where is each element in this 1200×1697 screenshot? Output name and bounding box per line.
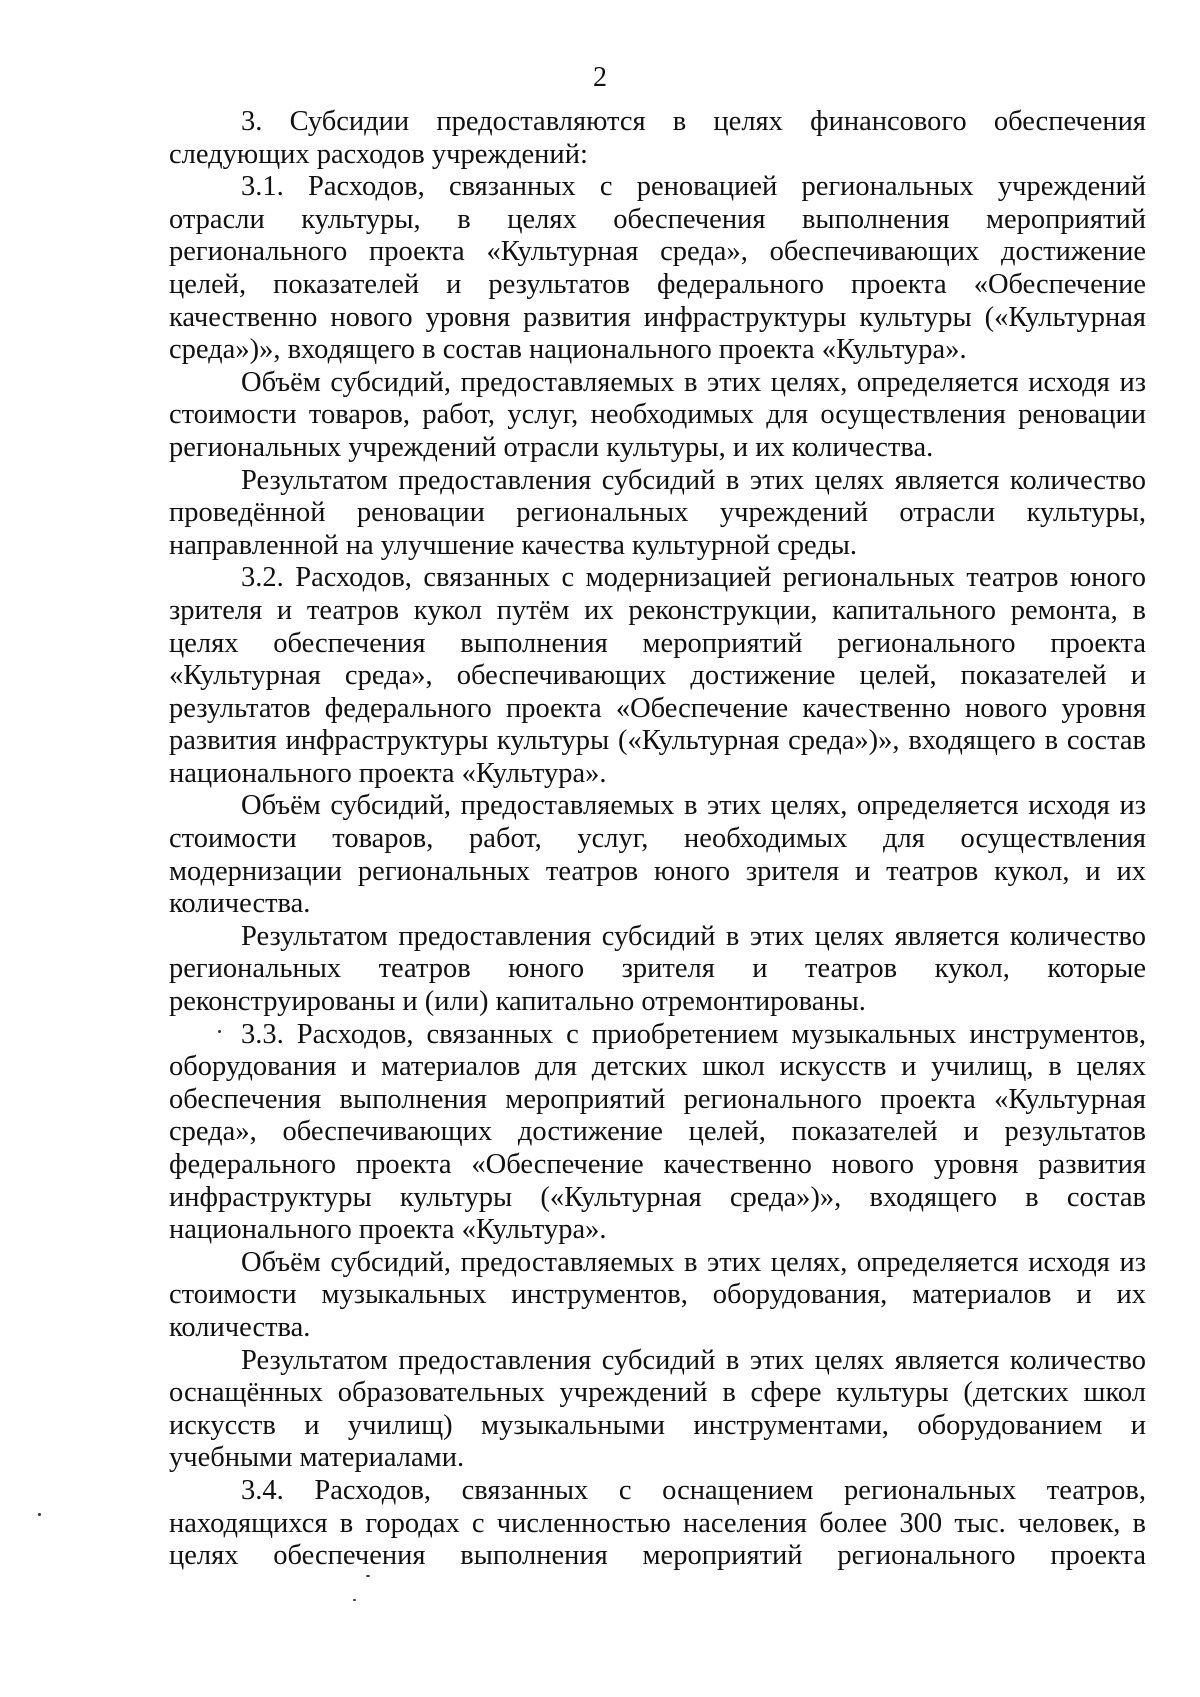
paragraph-3-2: 3.2. Расходов, связанных с модернизацией региональных театров юного зрителя и театров кукол путём их реконструкции, капитального ремонта, в целях обеспечения выполнения мероприятий регионального проекта «Культурная среда», обеспечивающих достижение целей, показателей и результатов федерального проекта «Обеспечение качественно нового уровня развития инфраструктуры культуры («Культурная среда»)», входящего в состав национального проекта «Культура».	[169, 562, 1146, 789]
paragraph-3-1-volume: Объём субсидий, предоставляемых в этих целях, определяется исходя из стоимости товаров, работ, услуг, необходимых для осуществления реновации региональных учреждений отрасли культуры, и их количества.	[169, 366, 1146, 463]
paragraph-3-2-result: Результатом предоставления субсидий в этих целях является количество региональных театров юного зрителя и театров кукол, которые реконструированы и (или) капитально отремонтированы.	[169, 920, 1146, 1018]
paragraph-3-3-result: Результатом предоставления субсидий в этих целях является количество оснащённых образовательных учреждений в сфере культуры (детских школ искусств и училищ) музыкальными инструментами, оборудованием и учебными материалами.	[169, 1344, 1146, 1474]
paragraph-3-3: 3.3. Расходов, связанных с приобретением музыкальных инструментов, оборудования и материалов для детских школ искусств и училищ, в целях обеспечения выполнения мероприятий регионального проекта «Культурная среда», обеспечивающих достижение целей, показателей и результатов федерального проекта «Обеспечение качественно нового уровня развития инфраструктуры культуры («Культурная среда»)», входящего в состав национального проекта «Культура».	[169, 1018, 1146, 1246]
paragraph-3-1: 3.1. Расходов, связанных с реновацией региональных учреждений отрасли культуры, в целях обеспечения выполнения мероприятий регионального проекта «Культурная среда», обеспечивающих достижение целей, показателей и результатов федерального проекта «Обеспечение качественно нового уровня развития инфраструктуры культуры («Культурная среда»)», входящего в состав национального проекта «Культура».	[169, 171, 1146, 366]
scan-speck	[38, 1513, 41, 1516]
scan-speck	[366, 1575, 370, 1577]
page-number: 2	[593, 62, 607, 93]
scan-speck	[218, 1030, 221, 1033]
paragraph-3-4: 3.4. Расходов, связанных с оснащением региональных театров, находящихся в городах с численностью населения более 300 тыс. человек, в целях обеспечения выполнения мероприятий регионального проекта	[169, 1474, 1146, 1572]
scan-speck	[353, 1599, 356, 1601]
document-body	[169, 106, 1146, 1573]
paragraph-3-3-volume: Объём субсидий, предоставляемых в этих целях, определяется исходя из стоимости музыкальных инструментов, оборудования, материалов и их количества.	[169, 1246, 1146, 1343]
paragraph-3-2-volume: Объём субсидий, предоставляемых в этих целях, определяется исходя из стоимости товаров, работ, услуг, необходимых для осуществления модернизации региональных театров юного зрителя и театров кукол, и их количества.	[169, 790, 1146, 920]
paragraph-3: 3. Субсидии предоставляются в целях финансового обеспечения следующих расходов учреждений:	[169, 106, 1146, 170]
paragraph-3-1-result: Результатом предоставления субсидий в этих целях является количество проведённой реновации региональных учреждений отрасли культуры, направленной на улучшение качества культурной среды.	[169, 464, 1146, 561]
